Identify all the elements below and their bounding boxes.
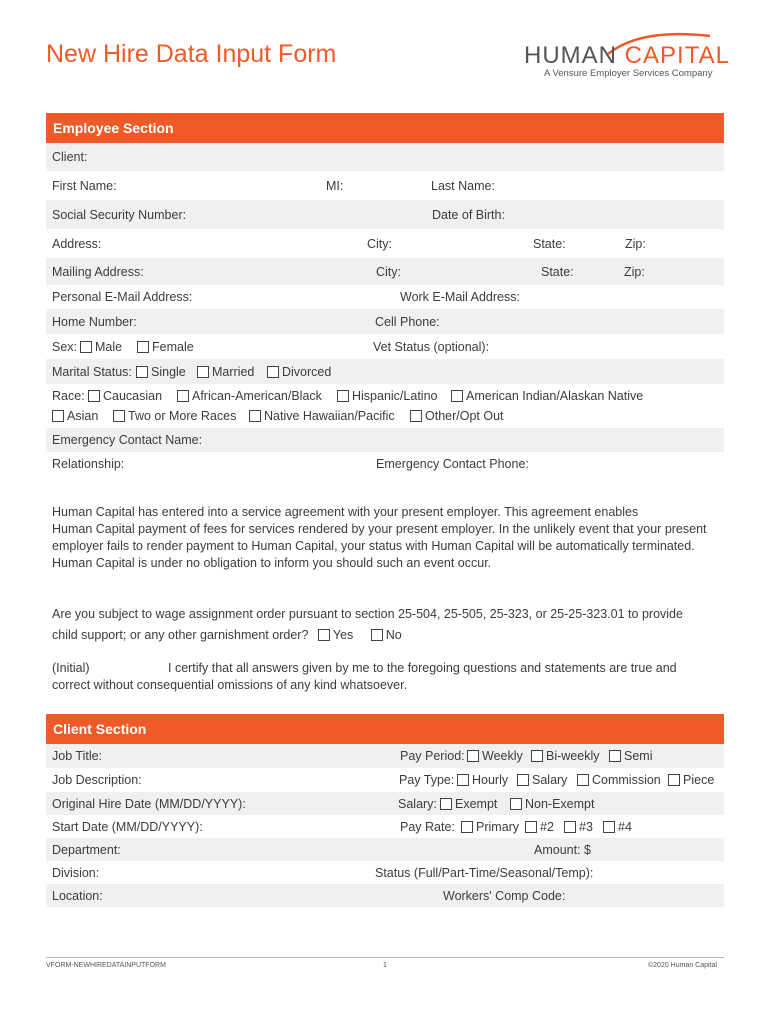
ssn-label: Social Security Number:: [52, 207, 187, 222]
state-label: State:: [533, 236, 566, 251]
start-date-row: [46, 815, 724, 838]
cell-phone-label: Cell Phone:: [375, 314, 440, 329]
checkbox-hourly[interactable]: [457, 774, 469, 786]
salary-non-exempt[interactable]: Non-Exempt: [510, 797, 594, 811]
department-label: Department:: [52, 842, 121, 857]
checkbox-semi[interactable]: [609, 750, 621, 762]
checkbox-native-hawaiian[interactable]: [249, 410, 261, 422]
location-row: [46, 884, 724, 907]
first-name-label: First Name:: [52, 178, 117, 193]
checkbox-other[interactable]: [410, 410, 422, 422]
start-date-label: Start Date (MM/DD/YYYY):: [52, 819, 203, 834]
amount-label: Amount: $: [534, 842, 591, 857]
footer-page-number: 1: [383, 962, 387, 969]
garnishment-answer-row: [52, 627, 732, 644]
agreement-line: employer fails to render payment to Human Capital, your status with Human Capital will be automatically terminated.: [52, 539, 695, 553]
pay-rate-2[interactable]: #2: [525, 820, 554, 834]
department-row: [46, 838, 724, 861]
logo-tagline: A Vensure Employer Services Company: [544, 68, 713, 79]
division-row: [46, 861, 724, 884]
marital-option-divorced[interactable]: Divorced: [267, 365, 331, 379]
agreement-line: Human Capital payment of fees for services rendered by your present employer. In the unlikely event that your present: [52, 522, 707, 536]
initial-label: (Initial): [52, 661, 90, 675]
vet-status-label: Vet Status (optional):: [373, 339, 490, 354]
footer-divider: [46, 957, 724, 958]
emergency-phone-label: Emergency Contact Phone:: [376, 457, 529, 471]
pay-rate-label: Pay Rate:: [400, 819, 455, 834]
agreement-line: Human Capital has entered into a service agreement with your present employer. This agreement enables: [52, 505, 639, 519]
employee-section-header: Employee Section: [46, 113, 724, 143]
zip-label: Zip:: [625, 236, 646, 251]
marital-option-single[interactable]: Single: [136, 365, 186, 379]
checkbox-non-exempt[interactable]: [510, 798, 522, 810]
client-row: [46, 143, 724, 171]
logo-human-text: HUMAN: [524, 42, 617, 69]
emergency-name-row: [46, 428, 724, 452]
pay-rate-primary[interactable]: Primary: [461, 820, 519, 834]
mailing-city-label: City:: [376, 264, 401, 279]
checkbox-weekly[interactable]: [467, 750, 479, 762]
pay-type-piece[interactable]: Piece: [668, 773, 714, 787]
checkbox-biweekly[interactable]: [531, 750, 543, 762]
work-email-label: Work E-Mail Address:: [400, 290, 520, 304]
certification-paragraph: [52, 660, 732, 694]
checkbox-rate-2[interactable]: [525, 821, 537, 833]
mailing-address-label: Mailing Address:: [52, 264, 144, 279]
workers-comp-label: Workers' Comp Code:: [443, 888, 566, 903]
checkbox-married[interactable]: [197, 366, 209, 378]
checkbox-piece[interactable]: [668, 774, 680, 786]
agreement-paragraph: [52, 504, 732, 572]
certify-line-2: correct without consequential omissions of any kind whatsoever.: [52, 678, 408, 692]
garnishment-line-1: Are you subject to wage assignment order pursuant to section 25-504, 25-505, 25-323, or 25-25-323.01 to provide: [52, 607, 683, 621]
race-option-native-hawaiian[interactable]: Native Hawaiian/Pacific: [249, 409, 395, 423]
checkbox-american-indian[interactable]: [451, 390, 463, 402]
personal-email-label: Personal E-Mail Address:: [52, 290, 193, 304]
race-row: [46, 384, 724, 428]
race-option-african-american[interactable]: African-American/Black: [177, 389, 322, 403]
dob-label: Date of Birth:: [432, 207, 505, 222]
race-option-other[interactable]: Other/Opt Out: [410, 409, 504, 423]
mailing-row: [46, 258, 724, 285]
mailing-state-label: State:: [541, 264, 574, 279]
city-label: City:: [367, 236, 392, 251]
home-number-label: Home Number:: [52, 314, 137, 329]
garnishment-no[interactable]: No: [371, 628, 402, 642]
race-label: Race:: [52, 389, 85, 403]
checkbox-rate-3[interactable]: [564, 821, 576, 833]
salary-label: Salary:: [398, 796, 437, 811]
agreement-line: Human Capital is under no obligation to inform you should such an event occur.: [52, 556, 492, 570]
job-title-label: Job Title:: [52, 749, 103, 763]
race-option-hispanic[interactable]: Hispanic/Latino: [337, 389, 437, 403]
race-option-asian[interactable]: Asian: [52, 409, 98, 423]
ssn-row: [46, 200, 724, 229]
client-label: Client:: [52, 150, 88, 164]
name-row: [46, 171, 724, 200]
pay-type-commission[interactable]: Commission: [577, 773, 661, 787]
pay-period-semi[interactable]: Semi: [609, 749, 652, 763]
race-option-american-indian[interactable]: American Indian/Alaskan Native: [451, 389, 643, 403]
address-row: [46, 229, 724, 258]
checkbox-primary[interactable]: [461, 821, 473, 833]
logo-capital-text: CAPITAL: [624, 42, 730, 69]
mi-label: MI:: [326, 178, 344, 193]
checkbox-hispanic[interactable]: [337, 390, 349, 402]
checkbox-african-american[interactable]: [177, 390, 189, 402]
footer-copyright: ©2020 Human Capital: [648, 962, 717, 969]
client-section-header: Client Section: [46, 714, 724, 744]
checkbox-salary[interactable]: [517, 774, 529, 786]
relationship-label: Relationship:: [52, 457, 125, 471]
job-title-row: [46, 744, 724, 768]
checkbox-male[interactable]: [80, 341, 92, 353]
phone-row: [46, 309, 724, 334]
checkbox-caucasian[interactable]: [88, 390, 100, 402]
sex-row: [46, 334, 724, 359]
pay-rate-3[interactable]: #3: [564, 820, 593, 834]
last-name-label: Last Name:: [431, 178, 495, 193]
hire-date-row: [46, 792, 724, 815]
marital-label: Marital Status:: [52, 364, 132, 379]
location-label: Location:: [52, 888, 103, 903]
job-description-row: [46, 768, 724, 792]
page-title: New Hire Data Input Form: [46, 40, 337, 68]
pay-type-label: Pay Type:: [399, 773, 455, 787]
checkbox-female[interactable]: [137, 341, 149, 353]
checkbox-yes[interactable]: [318, 629, 330, 641]
marital-option-married[interactable]: Married: [197, 365, 254, 379]
human-capital-logo: [520, 30, 730, 80]
certify-line-1: I certify that all answers given by me to the foregoing questions and statements are true and: [168, 661, 677, 675]
division-label: Division:: [52, 865, 100, 880]
salary-exempt[interactable]: Exempt: [440, 797, 497, 811]
race-option-two-or-more[interactable]: Two or More Races: [113, 409, 236, 423]
pay-type-hourly[interactable]: Hourly: [457, 773, 508, 787]
sex-option-male[interactable]: Male: [80, 340, 122, 354]
checkbox-two-or-more[interactable]: [113, 410, 125, 422]
checkbox-divorced[interactable]: [267, 366, 279, 378]
checkbox-asian[interactable]: [52, 410, 64, 422]
pay-period-biweekly[interactable]: Bi-weekly: [531, 749, 600, 763]
relationship-row: [46, 452, 724, 476]
garnishment-question: [52, 606, 732, 623]
footer-form-id: VFORM-NEWHIREDATAINPUTFORM: [46, 962, 166, 969]
checkbox-rate-4[interactable]: [603, 821, 615, 833]
checkbox-commission[interactable]: [577, 774, 589, 786]
job-description-label: Job Description:: [52, 773, 142, 787]
race-option-caucasian[interactable]: Caucasian: [88, 389, 162, 403]
checkbox-single[interactable]: [136, 366, 148, 378]
garnishment-line-2: child support; or any other garnishment order?: [52, 628, 309, 642]
sex-label: Sex:: [52, 339, 78, 354]
status-label: Status (Full/Part-Time/Seasonal/Temp):: [375, 865, 594, 880]
emergency-name-label: Emergency Contact Name:: [52, 433, 203, 447]
garnishment-yes[interactable]: Yes: [318, 628, 353, 642]
checkbox-no[interactable]: [371, 629, 383, 641]
sex-option-female[interactable]: Female: [137, 340, 194, 354]
checkbox-exempt[interactable]: [440, 798, 452, 810]
pay-type-salary[interactable]: Salary: [517, 773, 567, 787]
email-row: [46, 285, 724, 309]
pay-period-label: Pay Period:: [400, 749, 465, 763]
mailing-zip-label: Zip:: [624, 264, 645, 279]
pay-period-weekly[interactable]: Weekly: [467, 749, 523, 763]
address-label: Address:: [52, 236, 102, 251]
pay-rate-4[interactable]: #4: [603, 820, 632, 834]
hire-date-label: Original Hire Date (MM/DD/YYYY):: [52, 796, 246, 811]
marital-row: [46, 359, 724, 384]
